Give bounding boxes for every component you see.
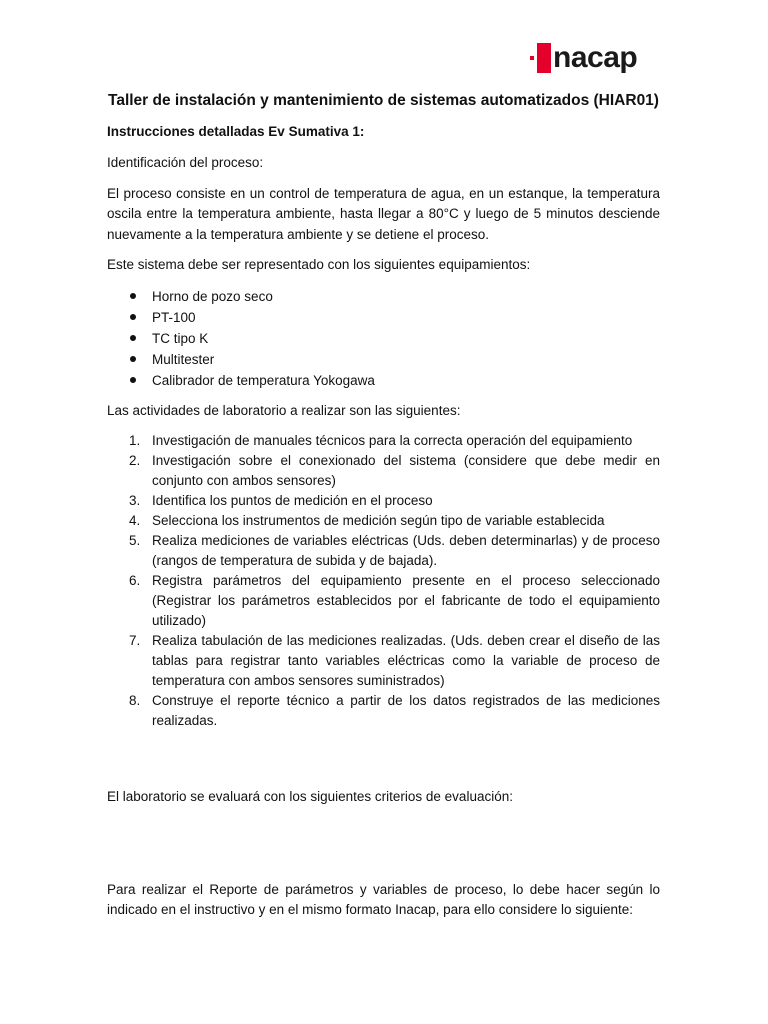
activities-intro: Las actividades de laboratorio a realizar son las siguientes:	[107, 402, 461, 418]
equipment-intro: Este sistema debe ser representado con los siguientes equipamientos:	[107, 257, 531, 272]
equipment-item: Multitester	[107, 349, 660, 370]
equipment-item: TC tipo K	[107, 328, 660, 349]
process-description: El proceso consiste en un control de temperatura de agua, en un estanque, la temperatura oscila entre la temperatura ambiente, hasta llegar a 80°C y luego de 5 minutos desciende nuevamente a la temperatura ambiente y se detiene el proceso.	[107, 185, 660, 242]
document-subtitle: Instrucciones detalladas Ev Sumativa 1:	[107, 124, 365, 139]
bullet-icon	[130, 377, 136, 383]
activity-item: 3. Identifica los puntos de medición en el proceso	[129, 493, 433, 508]
document-content	[107, 92, 660, 931]
equipment-item: PT-100	[107, 307, 660, 328]
activities-list	[107, 431, 660, 731]
evaluation-intro: El laboratorio se evaluará con los siguientes criterios de evaluación:	[107, 789, 513, 804]
document-title: Taller de instalación y mantenimiento de sistemas automatizados (HIAR01)	[108, 92, 659, 109]
spacer	[107, 741, 660, 787]
report-instructions: Para realizar el Reporte de parámetros y variables de proceso, lo debe hacer según lo indicado en el instructivo y en el mismo formato Inacap, para ello considere lo siguiente:	[107, 881, 660, 917]
activity-item: 5. Realiza mediciones de variables eléctricas (Uds. deben determinarlas) y de proceso (rangos de temperatura de subida y de bajada).	[129, 533, 660, 568]
logo-i-block	[537, 43, 551, 73]
spacer	[107, 818, 660, 880]
section-identification: Identificación del proceso:	[107, 155, 264, 170]
activity-item: 1. Investigación de manuales técnicos para la correcta operación del equipamiento	[129, 433, 633, 448]
activity-item: 4. Selecciona los instrumentos de medición según tipo de variable establecida	[129, 513, 605, 528]
activity-item: 7. Realiza tabulación de las mediciones realizadas. (Uds. deben crear el diseño de las tablas para registrar tanto variables eléctricas como la variable de proceso de temperatura con ambos sensores suministrados)	[129, 633, 660, 688]
activity-item: 2. Investigación sobre el conexionado del sistema (considere que debe medir en conjunto con ambos sensores)	[129, 453, 660, 488]
activity-item: 8. Construye el reporte técnico a partir de los datos registrados de las mediciones realizadas.	[129, 693, 660, 728]
activity-item: 6. Registra parámetros del equipamiento presente en el proceso seleccionado (Registrar los parámetros establecidos por el fabricante de todo el equipamiento utilizado)	[129, 573, 660, 628]
equipment-item: Calibrador de temperatura Yokogawa	[107, 370, 660, 391]
logo-text: nacap	[553, 41, 638, 74]
bullet-icon	[130, 293, 136, 299]
inacap-logo	[530, 40, 637, 76]
logo-dot	[530, 56, 534, 60]
equipment-item: Horno de pozo seco	[107, 286, 660, 307]
bullet-icon	[130, 356, 136, 362]
bullet-icon	[130, 314, 136, 320]
equipment-list	[107, 286, 660, 391]
bullet-icon	[130, 335, 136, 341]
